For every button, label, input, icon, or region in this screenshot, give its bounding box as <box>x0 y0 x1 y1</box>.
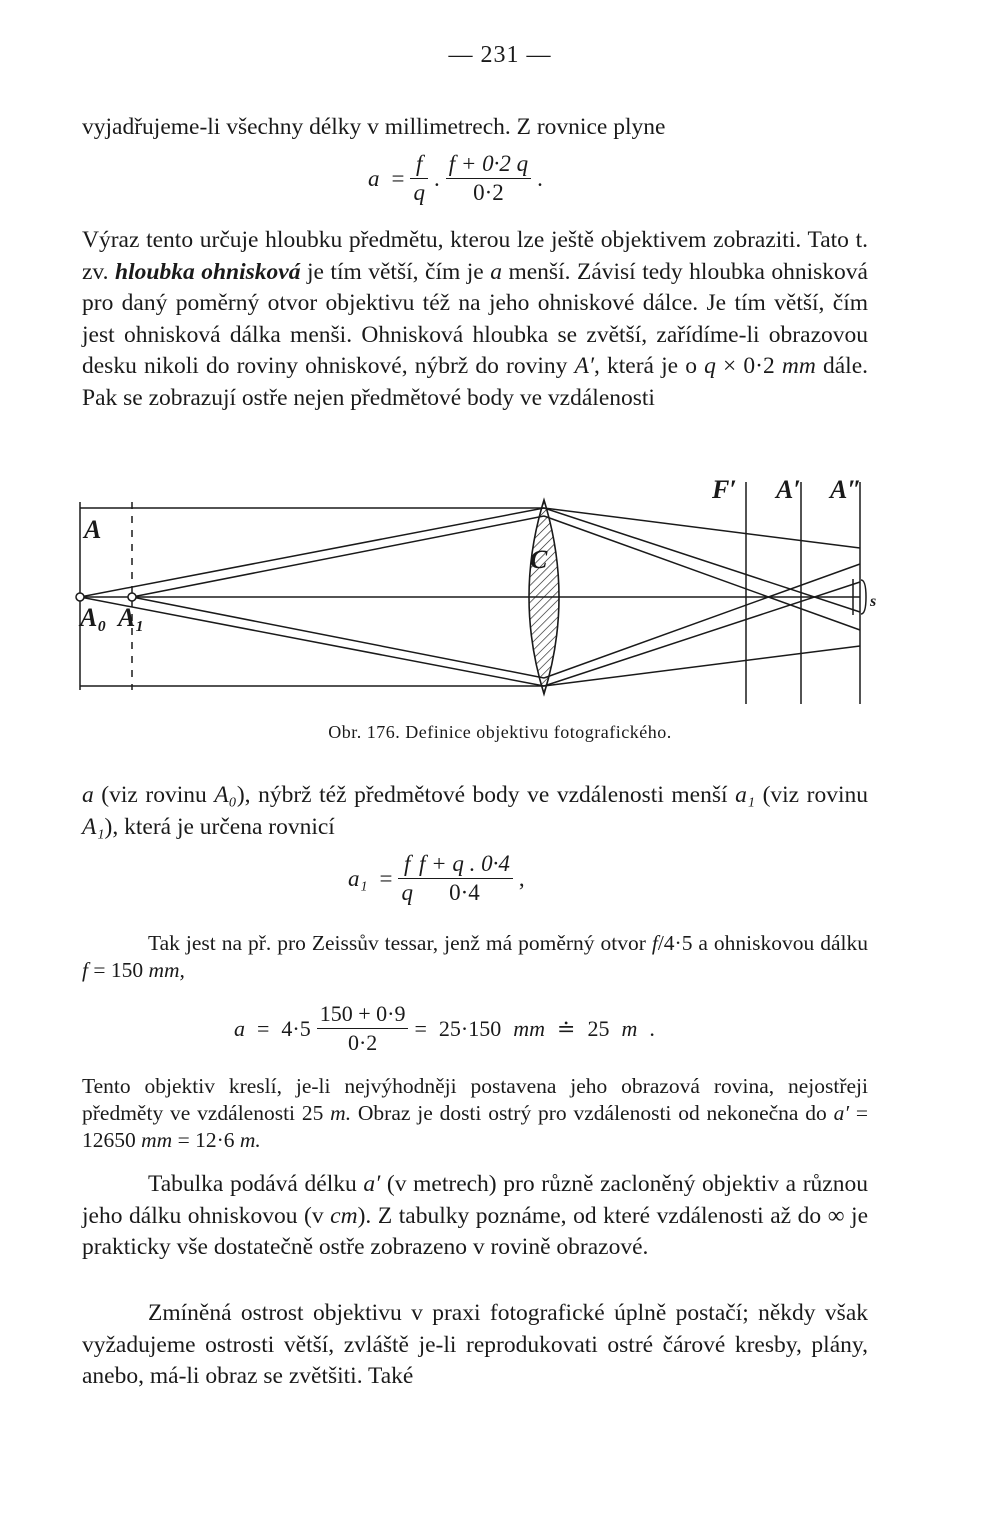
eq2-equals: = <box>379 866 393 891</box>
eq3-equals: = <box>257 1015 270 1041</box>
label-A0: A₀ <box>80 603 107 632</box>
eq3-unit-m: m <box>621 1015 638 1041</box>
intro-line: vyjadřujeme-li všechny délky v millimetrech. Z rovnice plyne <box>82 114 666 140</box>
label-s: s <box>870 593 877 610</box>
eq1-fraction-2: $\frac{f + 0\cdot 2 q}{0\cdot 2}$ <box>446 150 531 207</box>
eq3-lhs: a <box>234 1015 245 1041</box>
eq1-end: . <box>537 166 543 191</box>
paragraph-depth-of-focus: Výraz tento určuje hloubku předmětu, kterou lze ještě objektivem zobraziti. Tato t. zv. hloubka ohnisková je tím větší, čím je a menší. Závisí tedy hloubka ohnisková pro daný poměrný otvor objektivu též na jeho ohniskové dálce. Je tím větší, čím jest ohnisková dálka menši. Ohnisková hloubka se zvětší, zařídíme-li obrazovou desku nikoli do roviny ohniskové, nýbrž do roviny A′, která je o q × 0·2 mm dále. Pak se zobrazují ostře nejen předmětové body ve vzdálenosti <box>82 227 869 411</box>
equation-depth <box>362 150 549 207</box>
equation-a1 <box>342 850 531 907</box>
label-C: C <box>530 545 548 574</box>
eq3-value: 25·150 <box>438 1015 502 1041</box>
eq1-fraction-1: $\frac{f}{q}$ <box>410 150 428 207</box>
label-A1: A₁ <box>118 603 145 632</box>
label-A: A <box>84 515 102 544</box>
page-number: — 231 — <box>448 42 552 68</box>
paragraph-object-points: a (viz rovinu A₀), nýbrž též předmětové body ve vzdálenosti menší a₁ (viz rovinu A₁), která je určena rovnicí <box>82 782 869 840</box>
eq3-value-2: 25 <box>587 1015 610 1041</box>
paragraph-table: Tabulka podává délku a′ (v metrech) pro různě zacloněný objektiv a různou jeho dálku ohniskovou (v cm). Z tabulky poznáme, od které vzdálenosti až do ∞ je prakticky vše dostatečně ostře zobrazeno v rovině obrazové. <box>82 1171 868 1260</box>
paragraph-objective-sharpness: Tento objektiv kreslí, je-li nejvýhodněji postavena jeho obrazová rovina, nejostřeji předměty ve vzdálenosti 25 m. Obraz je dosti ostrý pro vzdálenosti od nekonečna do a′ = 12650 mm = 12·6 m. <box>82 1074 868 1152</box>
label-F-prime: F′ <box>712 475 737 504</box>
paragraph-tessar-example: Tak jest na př. pro Zeissův tessar, jenž má poměrný otvor f/4·5 a ohniskovou dálku f = 150 mm, <box>82 931 868 982</box>
paragraph-sharpness-practice: Zmíněná ostrost objektivu v praxi fotografické úplně postačí; někdy však vyžadujeme ostrosti větší, zvláště je-li reprodukovati ostré čárové kresby, plány, anebo, má-li obraz se zvětšiti. Také <box>82 1300 868 1389</box>
label-A-prime: A′ <box>776 475 801 504</box>
eq1-equals: = <box>391 166 405 191</box>
lens-shape <box>529 500 559 694</box>
eq3-unit-mm: mm <box>513 1015 546 1041</box>
eq3-equals-2: = <box>414 1015 427 1041</box>
lens-diagram <box>74 464 904 714</box>
eq2-fraction-1: $\frac{f}{q}$ <box>398 850 416 907</box>
label-A-double-prime: A″ <box>830 475 862 504</box>
eq3-end: . <box>649 1015 655 1041</box>
eq3-approx: ≐ <box>557 1015 576 1041</box>
eq3-fraction: $\frac{150 + 0\cdot 9}{0\cdot 2}$ <box>317 1000 409 1057</box>
eq3-coef: 4·5 <box>281 1015 311 1041</box>
eq2-end: , <box>518 866 525 891</box>
figure-caption: Obr. 176. Definice objektivu fotografického. <box>328 722 672 742</box>
equation-example-value <box>228 1000 661 1057</box>
eq2-fraction-2: $\frac{f + q . 0\cdot 4}{0\cdot 4}$ <box>416 850 513 907</box>
eq1-dot: . <box>433 166 440 191</box>
eq1-lhs: a <box>368 166 380 191</box>
eq2-lhs: a₁ <box>348 866 368 891</box>
